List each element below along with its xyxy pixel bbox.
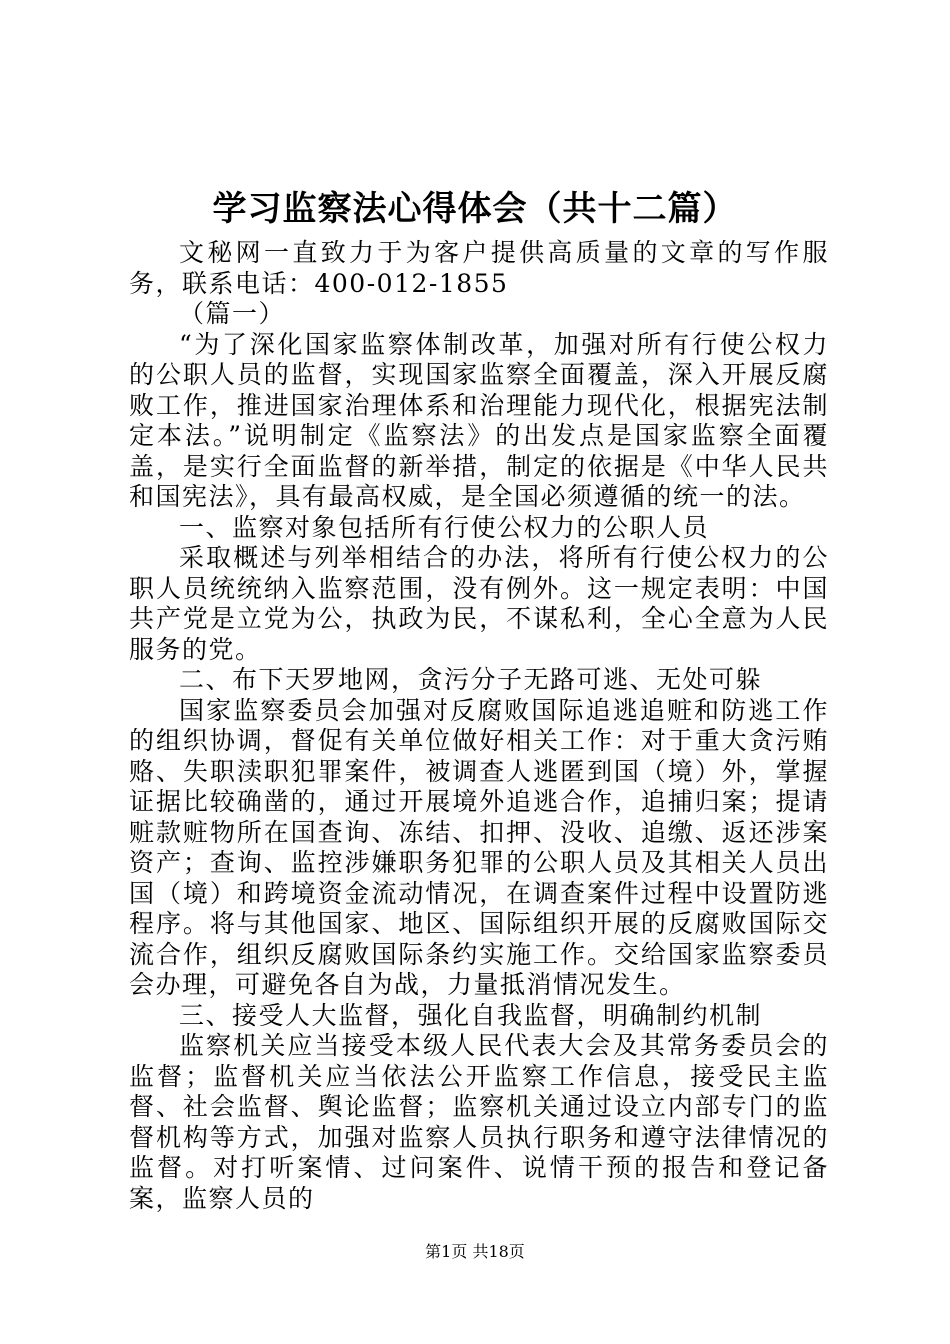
section-heading: 三、接受人大监督，强化自我监督，明确制约机制 [179, 1000, 763, 1030]
document-body [129, 238, 829, 1214]
section-label: （篇一） [179, 299, 286, 328]
body-paragraph: 监察机关应当接受本级人民代表大会及其常务委员会的监督；监督机关应当依法公开监察工作信息，接受民主监督、社会监督、舆论监督；监察机关通过设立内部专门的监督机构等方式，加强对监察人员执行职务和遵守法律情况的监督。对打听案情、过问案件、说情干预的报告和登记备案，监察人员的 [129, 1031, 829, 1213]
section-heading: 一、监察对象包括所有行使公权力的公职人员 [179, 512, 710, 542]
body-paragraph: 国家监察委员会加强对反腐败国际追逃追赃和防逃工作的组织协调，督促有关单位做好相关工作：对于重大贪污贿赂、失职渎职犯罪案件，被调查人逃匿到国（境）外，掌握证据比较确凿的，通过开展境外追逃合作，追捕归案；提请赃款赃物所在国查询、冻结、扣押、没收、追缴、返还涉案资产；查询、监控涉嫌职务犯罪的公职人员及其相关人员出国（境）和跨境资金流动情况，在调查案件过程中设置防逃程序。将与其他国家、地区、国际组织开展的反腐败国际交流合作，组织反腐败国际条约实施工作。交给国家监察委员会办理，可避免各自为战，力量抵消情况发生。 [129, 695, 829, 999]
document-title: 学习监察法心得体会（共十二篇） [212, 189, 738, 229]
section-heading: 二、布下天罗地网，贪污分子无路可逃、无处可躲 [179, 665, 763, 694]
intro-paragraph: 文秘网一直致力于为客户提供高质量的文章的写作服务，联系电话：400-012-1855 [129, 238, 829, 298]
page-number-footer: 第1页 共18页 [425, 1242, 525, 1261]
body-paragraph: 采取概述与列举相结合的办法，将所有行使公权力的公职人员统统纳入监察范围，没有例外。这一规定表明：中国共产党是立党为公，执政为民，不谋私利，全心全意为人民服务的党。 [129, 543, 829, 664]
body-paragraph: “为了深化国家监察体制改革，加强对所有行使公权力的公职人员的监督，实现国家监察全面覆盖，深入开展反腐败工作，推进国家治理体系和治理能力现代化，根据宪法制定本法。”说明制定《监察法》的出发点是国家监察全面覆盖，是实行全面监督的新举措，制定的依据是《中华人民共和国宪法》，具有最高权威，是全国必须遵循的统一的法。 [129, 329, 829, 511]
